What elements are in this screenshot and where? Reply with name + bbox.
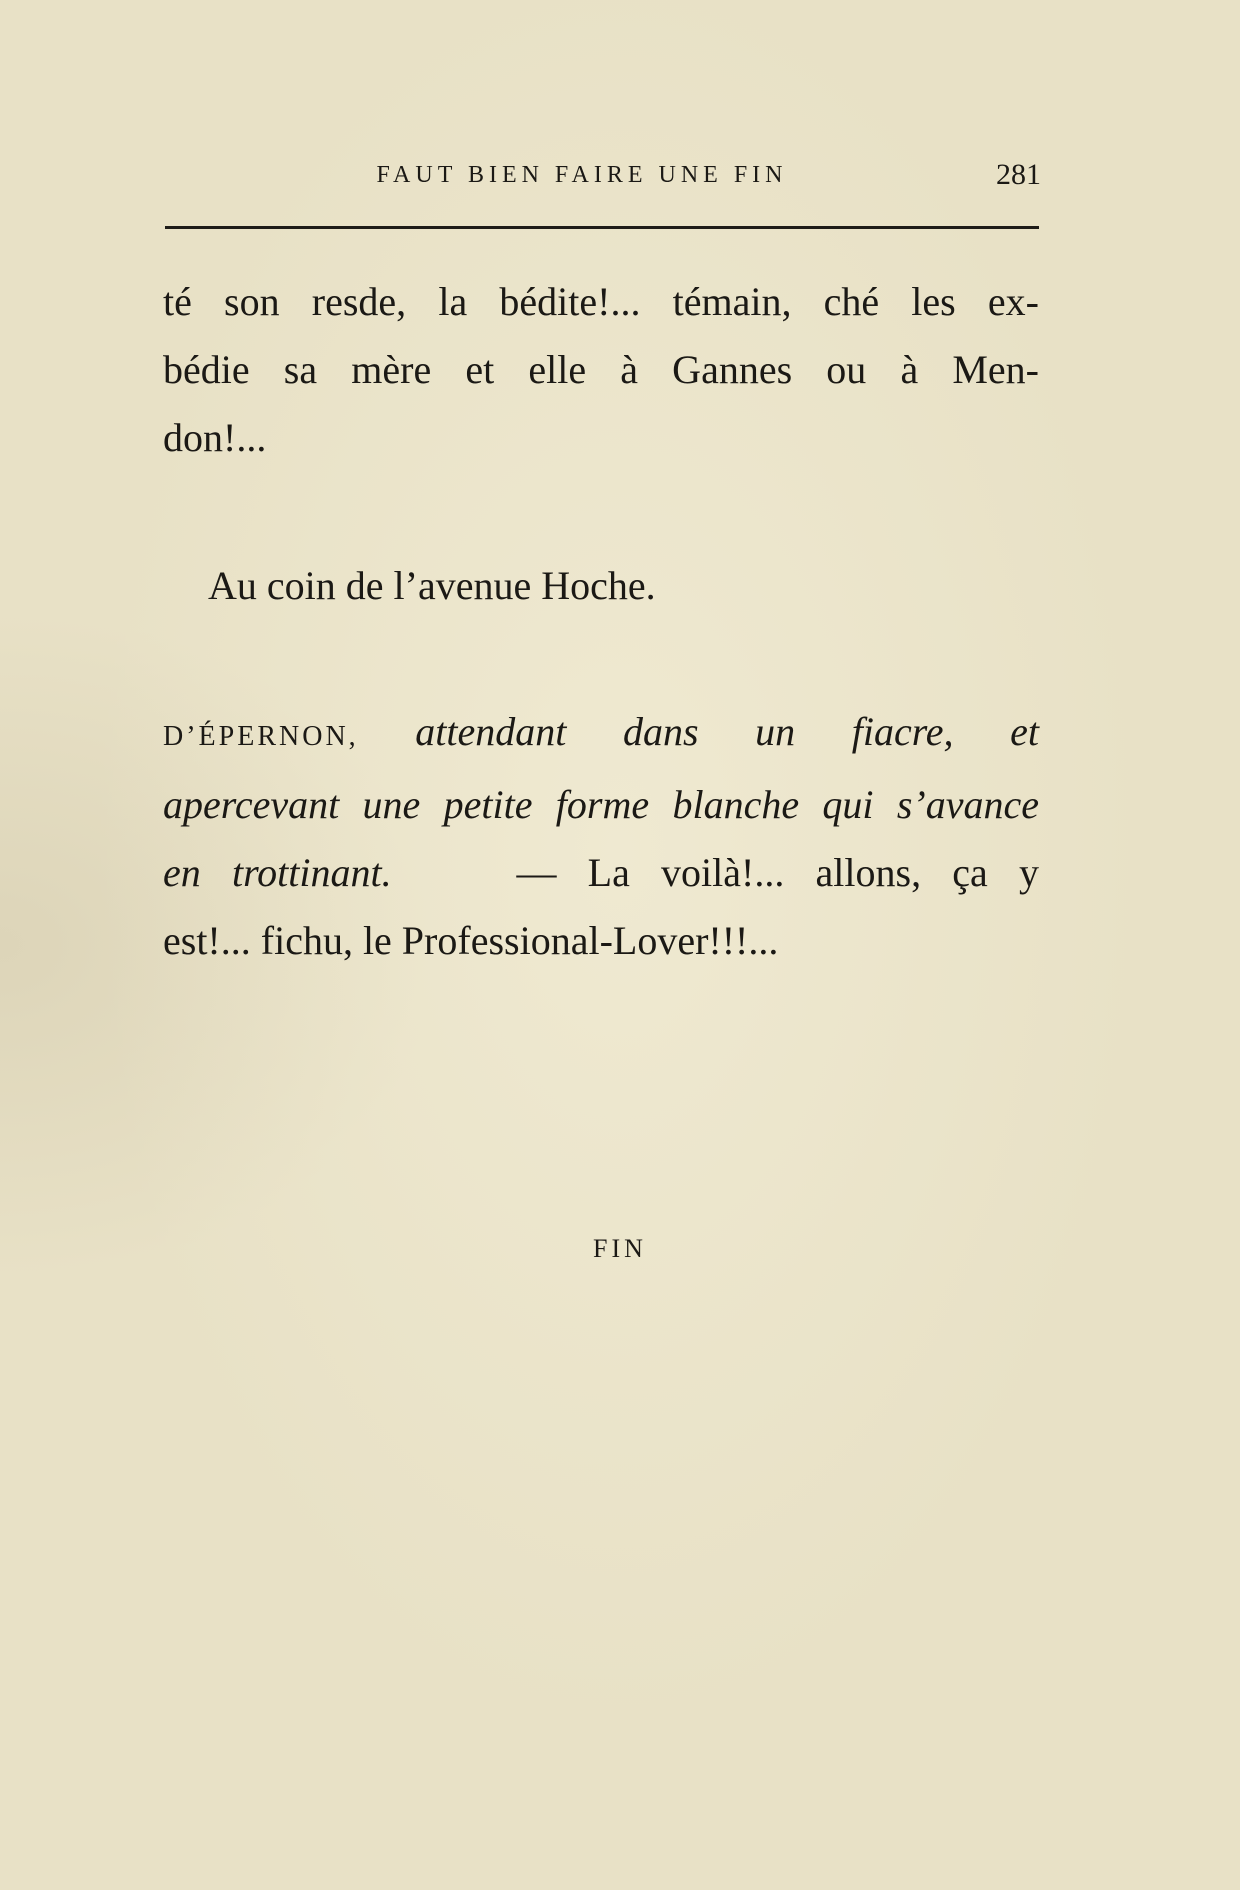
text-line: don!...: [163, 415, 267, 460]
scene-heading: Au coin de l’avenue Hoche.: [208, 563, 656, 608]
text-line: [163, 771, 1039, 839]
text-line: [163, 839, 1039, 907]
text-line: [163, 698, 1039, 771]
text-line: té son resde, la bédite!... témain, ché les ex-: [163, 279, 1039, 324]
end-mark: FIN: [593, 1234, 647, 1263]
text-line: bédie sa mère et elle à Gannes ou à Men-: [163, 347, 1039, 392]
text-line: est!... fichu, le Professional-Lover!!!...: [163, 918, 779, 963]
header-rule: [165, 226, 1039, 229]
stage-direction: apercevant une petite forme blanche qui s’avance: [163, 782, 1039, 827]
paragraph-continued: [163, 268, 1039, 472]
stage-direction: attendant dans un fiacre, et: [415, 709, 1040, 754]
page-number: 281: [996, 158, 1041, 191]
speaker-name: D’ÉPERNON,: [163, 721, 359, 752]
running-title: FAUT BIEN FAIRE UNE FIN: [376, 162, 788, 188]
speech-text: — La voilà!... allons, ça y: [516, 850, 1040, 895]
running-head: [163, 158, 1041, 198]
dialogue-paragraph: [163, 698, 1039, 975]
stage-direction: en trottinant.: [163, 850, 392, 895]
